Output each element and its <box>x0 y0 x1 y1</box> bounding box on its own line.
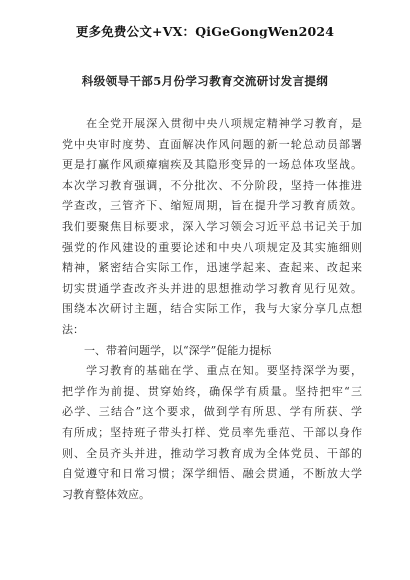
paragraph-line: 习教育整体效应。 <box>62 487 150 501</box>
paragraph-line: 精神，紧密结合实际工作，迅速学起来、查起来、改起来 <box>62 261 362 275</box>
paragraph-line: 法： <box>62 322 84 336</box>
paragraph-line: 我们要聚焦目标要求，深入学习领会习近平总书记关于加 <box>62 219 362 233</box>
paragraph-line: 围绕本次研讨主题，结合实际工作，我与大家分享几点想 <box>62 302 362 316</box>
section-heading-1 <box>62 341 362 362</box>
paragraph-line: 有所成；坚持班子带头打样、党员率先垂范、干部以身作 <box>62 425 362 439</box>
paragraph-line: 在全党开展深入贯彻中央八项规定精神学习教育，是 <box>62 117 362 130</box>
paragraph-line: 党中央审时度势、直面解决作风问题的新一轮总动员部署 <box>62 137 362 151</box>
paragraph-line: 自觉遵守和日常习惯；深学细悟、融会贯通，不断放大学 <box>62 467 362 481</box>
section-heading-text: 一、带着问题学，以“深学”促能力提标 <box>62 343 272 357</box>
paragraph-line: 切实贯通学查改齐头并进的思想推动学习教育见行见效。 <box>62 281 362 295</box>
document-title: 科级领导干部5月份学习教育交流研讨发言提纲 <box>81 74 329 88</box>
paragraph-section-1 <box>62 361 362 505</box>
paragraph-line: 学查改，三管齐下、缩短周期，旨在提升学习教育质效。 <box>62 199 362 213</box>
paragraph-line: 强党的作风建设的重要论述和中央八项规定及其实施细则 <box>62 240 362 254</box>
paragraph-line: 更是打赢作风顽瘴痼疾及其隐形变异的一场总体攻坚战。 <box>62 158 362 172</box>
paragraph-intro <box>62 114 362 341</box>
paragraph-line: 本次学习教育强调，不分批次、不分阶段，坚持一体推进 <box>62 178 362 192</box>
paragraph-line: 把学作为前提、贯穿始终，确保学有质量。坚持把牢“三 <box>62 384 362 398</box>
document-body <box>62 114 362 505</box>
paragraph-line: 必学、三结合”这个要求，做到学有所思、学有所获、学 <box>62 405 362 419</box>
paragraph-line: 学习教育的基础在学、重点在知。要坚持深学为要， <box>62 364 362 378</box>
paragraph-line: 则、全员齐头并进，推动学习教育成为全体党员、干部的 <box>62 446 362 460</box>
promo-header: 更多免费公文+VX：QiGeGongWen2024 <box>75 24 335 39</box>
